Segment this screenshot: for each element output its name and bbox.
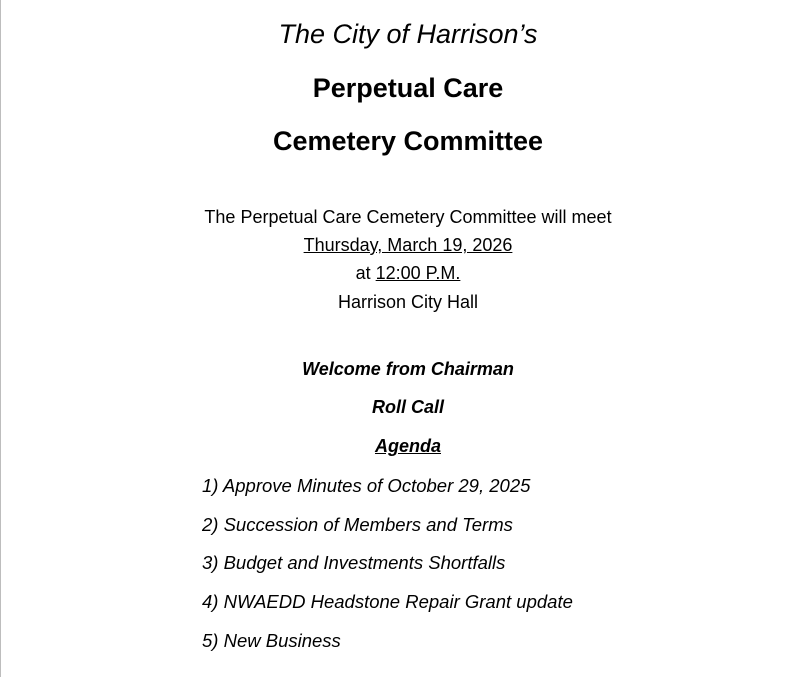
meeting-time: 12:00 P.M.	[375, 263, 461, 283]
meeting-date: Thursday, March 19, 2026	[303, 235, 513, 255]
city-line: The City of Harrison’s	[278, 19, 538, 49]
agenda-heading: Agenda	[374, 436, 441, 456]
agenda-item: 3) Budget and Investments Shortfalls	[202, 552, 506, 573]
title-line-2: Cemetery Committee	[272, 126, 544, 156]
agenda-item: 1) Approve Minutes of October 29, 2025	[202, 475, 531, 496]
meeting-time-line	[0, 263, 810, 284]
meeting-intro: The Perpetual Care Cemetery Committee will meet	[204, 207, 612, 227]
meeting-time-prefix: at	[355, 263, 371, 283]
agenda-item: 5) New Business	[202, 630, 341, 651]
meeting-location: Harrison City Hall	[337, 292, 479, 312]
welcome-heading: Welcome from Chairman	[302, 359, 514, 379]
title-line-1: Perpetual Care	[312, 73, 504, 103]
meeting-date-line	[0, 235, 810, 256]
agenda-item: 4) NWAEDD Headstone Repair Grant update	[202, 591, 573, 612]
agenda-item: 2) Succession of Members and Terms	[202, 514, 513, 535]
roll-call-heading: Roll Call	[371, 397, 444, 417]
